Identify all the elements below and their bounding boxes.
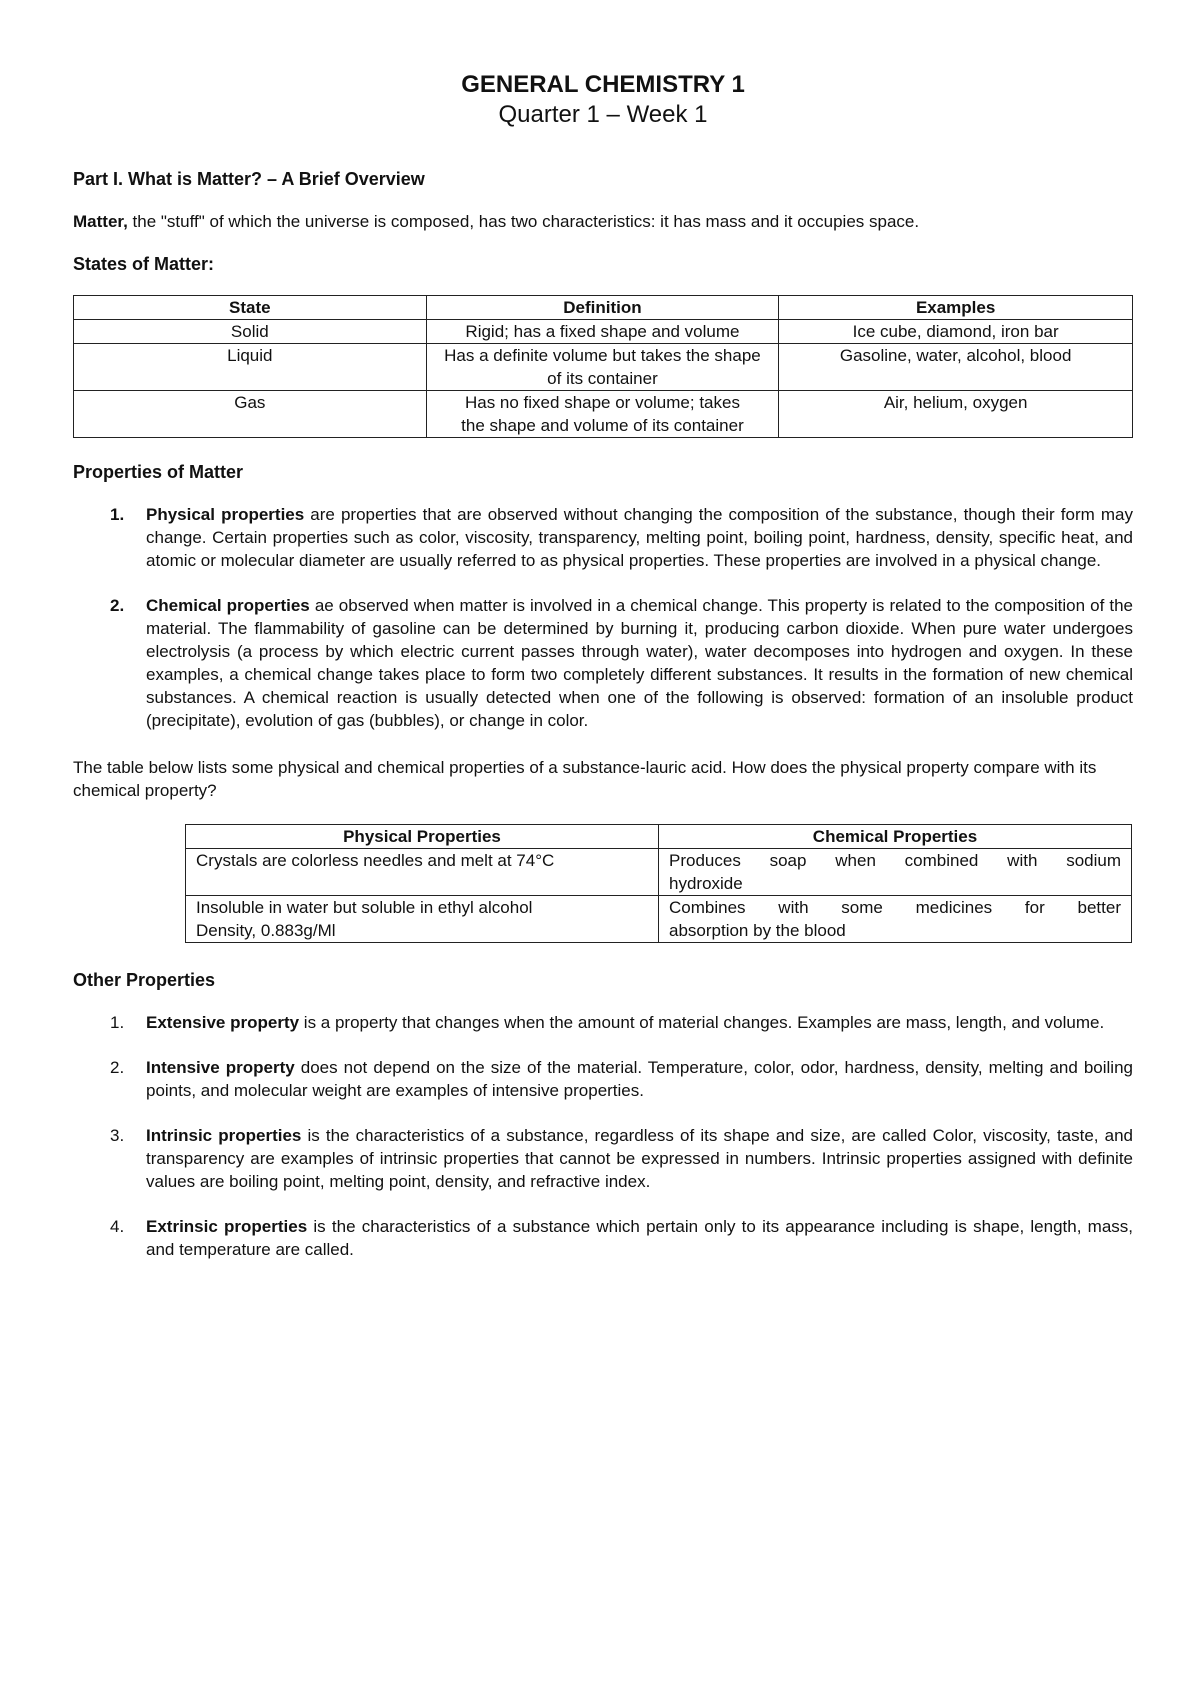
examples-cell: Ice cube, diamond, iron bar [779,320,1133,344]
term-description: is the characteristics of a substance which pertain only to its appearance including is shape, length, mass, and temperature are called. [146,1217,1133,1259]
list-number: 3. [110,1126,125,1145]
list-item [73,503,1133,572]
table-header-row [74,296,1133,320]
table-row [74,320,1133,344]
table-row [186,896,1132,943]
part1-heading: Part I. What is Matter? – A Brief Overview [73,169,425,189]
lauric-acid-properties-table [185,824,1132,943]
cell-line: Density, 0.883g/Ml [196,921,336,940]
list-number: 1. [110,505,125,524]
list-item [73,1124,1133,1193]
table-header-row [186,825,1132,849]
list-item [73,1011,1133,1034]
cell-line: Combines with some medicines for better [669,898,1121,917]
matter-label: Matter, [73,212,128,231]
document-subtitle: Quarter 1 – Week 1 [498,101,708,128]
physical-cell [186,849,659,896]
table-row [74,344,1133,391]
term-description: is a property that changes when the amount of material changes. Examples are mass, length, and volume. [299,1013,1105,1032]
definition-cell: Has no fixed shape or volume; takes the shape and volume of its container [426,391,779,438]
term-description: does not depend on the size of the material. Temperature, color, odor, hardness, density, melting and boiling points, and molecular weight are examples of intensive properties. [146,1058,1133,1100]
list-item [73,1056,1133,1102]
chemical-cell [659,849,1132,896]
cell-line: Insoluble in water but soluble in ethyl alcohol [196,898,533,917]
list-number: 2. [110,596,125,615]
column-header-physical: Physical Properties [186,825,659,849]
examples-cell: Air, helium, oxygen [779,391,1133,438]
table-row [74,391,1133,438]
state-cell: Liquid [74,344,427,391]
state-cell: Solid [74,320,427,344]
states-heading: States of Matter: [73,254,215,274]
term-label: Chemical properties [146,596,310,615]
state-cell: Gas [74,391,427,438]
column-header-chemical: Chemical Properties [659,825,1132,849]
chemical-cell [659,896,1132,943]
document-page [73,70,1133,1285]
term-label: Physical properties [146,505,305,524]
cell-line: hydroxide [669,874,743,893]
cell-line: Crystals are colorless needles and melt at 74°C [196,851,555,870]
physical-cell [186,896,659,943]
matter-definition: the "stuff" of which the universe is composed, has two characteristics: it has mass and it occupies space. [127,212,920,231]
list-item [73,1215,1133,1261]
other-properties-heading: Other Properties [73,970,216,990]
term-label: Intrinsic properties [146,1126,302,1145]
lauric-acid-question: The table below lists some physical and chemical properties of a substance-lauric acid. How does the physical property compare with its chemical property? [73,758,1097,800]
table-row [186,849,1132,896]
term-description: is the characteristics of a substance, regardless of its shape and size, are called Color, viscosity, taste, and transparency are examples of intrinsic properties that cannot be expressed in numbers. Intrinsic properties assigned with definite values are boiling point, melting point, density, and refractive index. [146,1126,1133,1191]
cell-line: Produces soap when combined with sodium [669,851,1121,870]
term-description: ae observed when matter is involved in a chemical change. This property is related to the composition of the material. The flammability of gasoline can be determined by burning it, producing carbon dioxide. When pure water undergoes electrolysis (a process by which electric current passes through water), water decomposes into hydrogen and oxygen. In these examples, a chemical change takes place to form two completely different substances. It results in the formation of new chemical substances. A chemical reaction is usually detected when one of the following is observed: formation of an insoluble product (precipitate), evolution of gas (bubbles), or change in color. [146,596,1133,730]
term-label: Extrinsic properties [146,1217,308,1236]
states-of-matter-table [73,295,1133,438]
term-label: Intensive property [146,1058,295,1077]
term-description: are properties that are observed without changing the composition of the substance, though their form may change. Certain properties such as color, viscosity, transparency, melting point, boiling point, hardness, density, specific heat, and atomic or molecular diameter are usually referred to as physical properties. These properties are involved in a physical change. [146,505,1134,570]
column-header-examples: Examples [779,296,1133,320]
column-header-state: State [74,296,427,320]
cell-line: absorption by the blood [669,921,846,940]
list-number: 1. [110,1013,125,1032]
properties-list [73,503,1133,732]
definition-cell: Has a definite volume but takes the shape of its container [426,344,779,391]
column-header-definition: Definition [426,296,779,320]
examples-cell: Gasoline, water, alcohol, blood [779,344,1133,391]
document-title: GENERAL CHEMISTRY 1 [461,71,745,98]
list-item [73,594,1133,732]
matter-intro [73,210,1133,233]
other-properties-list [73,1011,1133,1261]
term-label: Extensive property [146,1013,300,1032]
properties-heading: Properties of Matter [73,462,244,482]
list-number: 4. [110,1217,125,1236]
definition-cell: Rigid; has a fixed shape and volume [426,320,779,344]
list-number: 2. [110,1058,125,1077]
